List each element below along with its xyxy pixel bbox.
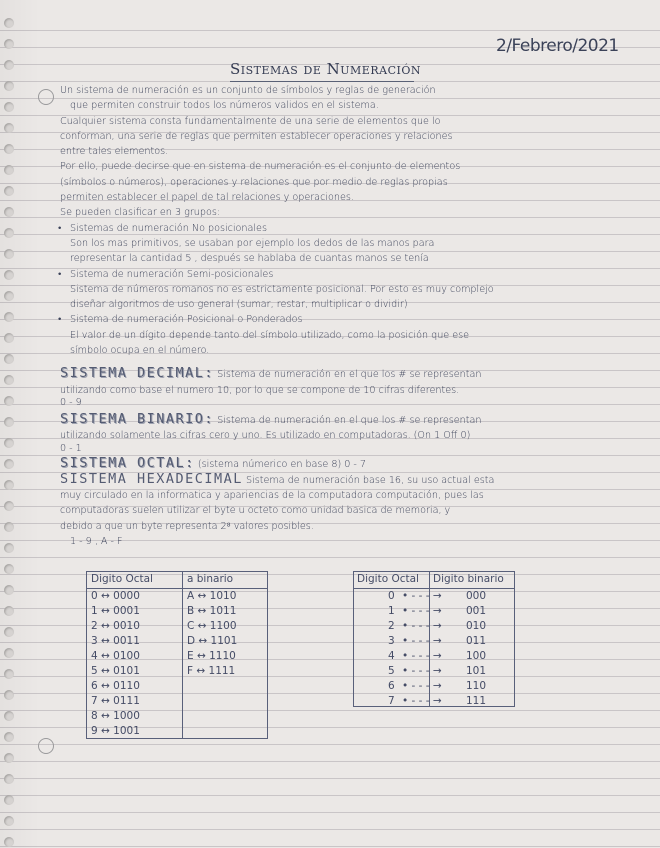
table-cell: 8 ↔ 1000 xyxy=(91,710,140,722)
table-header xyxy=(354,572,514,589)
punch-hole-icon xyxy=(4,270,14,280)
arrow-icon: • - - - → xyxy=(402,650,442,662)
table-cell: 110 xyxy=(466,680,487,692)
paragraph-line: que permiten construir todos los números validos en el sistema. xyxy=(70,100,379,112)
punch-hole-icon xyxy=(4,585,14,595)
binario-section xyxy=(60,412,620,428)
table-cell: 0 ↔ 0000 xyxy=(91,590,140,602)
hexadecimal-text: Sistema de numeración base 16, su uso actual esta xyxy=(246,474,495,486)
paragraph-line: permiten establecer el papel de tal relaciones y operaciones. xyxy=(60,192,354,204)
punch-hole-icon xyxy=(4,627,14,637)
decimal-line: utilizando como base el numero 10, por lo que se compone de 10 cifras diferentes. xyxy=(60,384,460,396)
punch-hole-icon xyxy=(4,228,14,238)
binario-range: 0 - 1 xyxy=(60,442,82,454)
punch-hole-icon xyxy=(4,774,14,784)
paragraph-line: conforman, una serie de reglas que permiten establecer operaciones y relaciones xyxy=(60,130,453,142)
table-cell: C ↔ 1100 xyxy=(187,620,237,632)
table-cell: 2 xyxy=(388,620,395,632)
table-cell: 7 xyxy=(388,695,395,707)
title-underline xyxy=(230,81,414,82)
punch-hole-icon xyxy=(4,312,14,322)
table-divider xyxy=(182,572,183,738)
punch-hole-icon xyxy=(4,375,14,385)
group-line: Sistema de números romanos no es estrictamente posicional. Por esto es muy complejo xyxy=(70,283,494,295)
punch-hole-icon xyxy=(4,396,14,406)
table-cell: 4 ↔ 0100 xyxy=(91,650,140,662)
binario-line: utilizando solamente las cifras cero y uno. Es utilizado en computadoras. (On 1 Off 0) xyxy=(60,430,471,442)
margin-circle-icon xyxy=(38,738,54,754)
table-cell: 111 xyxy=(466,695,487,707)
group-heading: • Sistemas de numeración No posicionales xyxy=(60,221,620,236)
arrow-icon: • - - - → xyxy=(402,665,442,677)
table-cell: 5 ↔ 0101 xyxy=(91,665,140,677)
table-header-right: Digito binario xyxy=(433,573,504,585)
punch-hole-icon xyxy=(4,816,14,826)
punch-hole-icon xyxy=(4,459,14,469)
table-cell: 9 ↔ 1001 xyxy=(91,725,140,737)
octal-text: (sistema númerico en base 8) 0 - 7 xyxy=(197,458,367,470)
group-line: Son los mas primitivos, se usaban por ejemplo los dedos de las manos para xyxy=(70,237,435,249)
arrow-icon: • - - - → xyxy=(402,605,442,617)
table-cell: 4 xyxy=(388,650,395,662)
table-cell: B ↔ 1011 xyxy=(187,605,237,617)
punch-hole-icon xyxy=(4,732,14,742)
table-cell: 0 xyxy=(388,590,395,602)
punched-holes xyxy=(4,0,18,848)
punch-hole-icon xyxy=(4,438,14,448)
table-cell: D ↔ 1101 xyxy=(187,635,238,647)
table-cell: 5 xyxy=(388,665,395,677)
punch-hole-icon xyxy=(4,123,14,133)
punch-hole-icon xyxy=(4,39,14,49)
table-cell: 7 ↔ 0111 xyxy=(91,695,140,707)
arrow-icon: • - - - → xyxy=(402,590,442,602)
date-heading: 2/Febrero/2021 xyxy=(496,36,619,56)
table-cell: A ↔ 1010 xyxy=(187,590,237,602)
group-heading: • Sistema de numeración Posicional o Ponderados xyxy=(60,312,620,327)
punch-hole-icon xyxy=(4,564,14,574)
group-line: símbolo ocupa en el número. xyxy=(70,345,210,357)
punch-hole-icon xyxy=(4,291,14,301)
octal-binary-table xyxy=(86,571,268,739)
punch-hole-icon xyxy=(4,333,14,343)
punch-hole-icon xyxy=(4,648,14,658)
punch-hole-icon xyxy=(4,543,14,553)
punch-hole-icon xyxy=(4,186,14,196)
decimal-text: Sistema de numeración en el que los # se representan xyxy=(217,369,482,381)
punch-hole-icon xyxy=(4,165,14,175)
table-header-right: a binario xyxy=(187,573,234,585)
punch-hole-icon xyxy=(4,18,14,28)
table-cell: 3 ↔ 0011 xyxy=(91,635,140,647)
group-line: diseñar algoritmos de uso general (sumar, restar, multiplicar o dividir) xyxy=(70,299,408,311)
group-line: El valor de un dígito depende tanto del símbolo utilizado, como la posición que ese xyxy=(70,329,470,341)
paragraph-line: Un sistema de numeración es un conjunto de símbolos y reglas de generación xyxy=(60,85,436,96)
punch-hole-icon xyxy=(4,207,14,217)
table-cell: 100 xyxy=(466,650,487,662)
punch-hole-icon xyxy=(4,711,14,721)
binario-text: Sistema de numeración en el que los # se representan xyxy=(217,414,482,426)
group-line: representar la cantidad 5 , después se hablaba de cuantas manos se tenía xyxy=(70,253,429,265)
punch-hole-icon xyxy=(4,837,14,847)
paragraph-line: Por ello, puede decirse que en sistema de numeración es el conjunto de elementos xyxy=(60,161,461,173)
hexadecimal-range: 1 - 9 , A - F xyxy=(70,536,123,548)
octal-section xyxy=(60,456,620,472)
table-cell: 1 ↔ 0001 xyxy=(91,605,140,617)
table-cell: 000 xyxy=(466,590,487,602)
table-cell: 2 ↔ 0010 xyxy=(91,620,140,632)
margin-circle-icon xyxy=(38,89,54,105)
punch-hole-icon xyxy=(4,81,14,91)
table-cell: 3 xyxy=(388,635,395,647)
table-cell: 1 xyxy=(388,605,395,617)
table-cell: 101 xyxy=(466,665,487,677)
punch-hole-icon xyxy=(4,690,14,700)
decimal-section xyxy=(60,366,620,382)
group-heading: • Sistema de numeración Semi-posicionales xyxy=(60,267,620,282)
hexadecimal-line: muy circulado en la informatica y apariencias de la computadora computación, pues las xyxy=(60,490,484,502)
binario-label: SISTEMA BINARIO: xyxy=(60,410,215,427)
punch-hole-icon xyxy=(4,417,14,427)
paragraph-line: Se pueden clasificar en 3 grupos: xyxy=(60,207,221,219)
table-cell: 6 xyxy=(388,680,395,692)
table-cell: 6 ↔ 0110 xyxy=(91,680,140,692)
punch-hole-icon xyxy=(4,669,14,679)
table-cell: 001 xyxy=(466,605,487,617)
table-header-left: Digito Octal xyxy=(91,573,153,585)
arrow-icon: • - - - → xyxy=(402,680,442,692)
punch-hole-icon xyxy=(4,144,14,154)
punch-hole-icon xyxy=(4,60,14,70)
hexadecimal-section xyxy=(60,472,620,488)
punch-hole-icon xyxy=(4,606,14,616)
hexadecimal-label: SISTEMA HEXADECIMAL xyxy=(60,470,243,487)
arrow-icon: • - - - → xyxy=(402,695,442,707)
arrow-icon: • - - - → xyxy=(402,620,442,632)
paragraph-line: (símbolos o números), operaciones y relaciones que por medio de reglas propias xyxy=(60,176,448,188)
punch-hole-icon xyxy=(4,480,14,490)
decimal-range: 0 - 9 xyxy=(60,396,82,408)
decimal-label: SISTEMA DECIMAL: xyxy=(60,365,215,382)
punch-hole-icon xyxy=(4,249,14,259)
page-title: Sistemas de Numeración xyxy=(230,60,421,78)
hexadecimal-line: computadoras suelen utilizar el byte u octeto como unidad basica de memoria, y xyxy=(60,505,451,517)
punch-hole-icon xyxy=(4,102,14,112)
octal-label: SISTEMA OCTAL: xyxy=(60,454,195,471)
notes-body xyxy=(60,83,620,549)
punch-hole-icon xyxy=(4,795,14,805)
punch-hole-icon xyxy=(4,522,14,532)
table-cell: 011 xyxy=(466,635,487,647)
punch-hole-icon xyxy=(4,501,14,511)
table-cell: 010 xyxy=(466,620,487,632)
punch-hole-icon xyxy=(4,354,14,364)
hexadecimal-line: debido a que un byte representa 2⁸ valores posibles. xyxy=(60,520,314,532)
arrow-icon: • - - - → xyxy=(402,635,442,647)
table-header-left: Digito Octal xyxy=(357,573,419,585)
table-cell: F ↔ 1111 xyxy=(187,665,236,677)
table-cell: E ↔ 1110 xyxy=(187,650,236,662)
paragraph-line: Cualquier sistema consta fundamentalmente de una serie de elementos que lo xyxy=(60,115,441,127)
paragraph-line: entre tales elementos. xyxy=(60,146,169,158)
table-header xyxy=(87,572,267,589)
punch-hole-icon xyxy=(4,753,14,763)
octal-binary-table-2 xyxy=(353,571,515,707)
